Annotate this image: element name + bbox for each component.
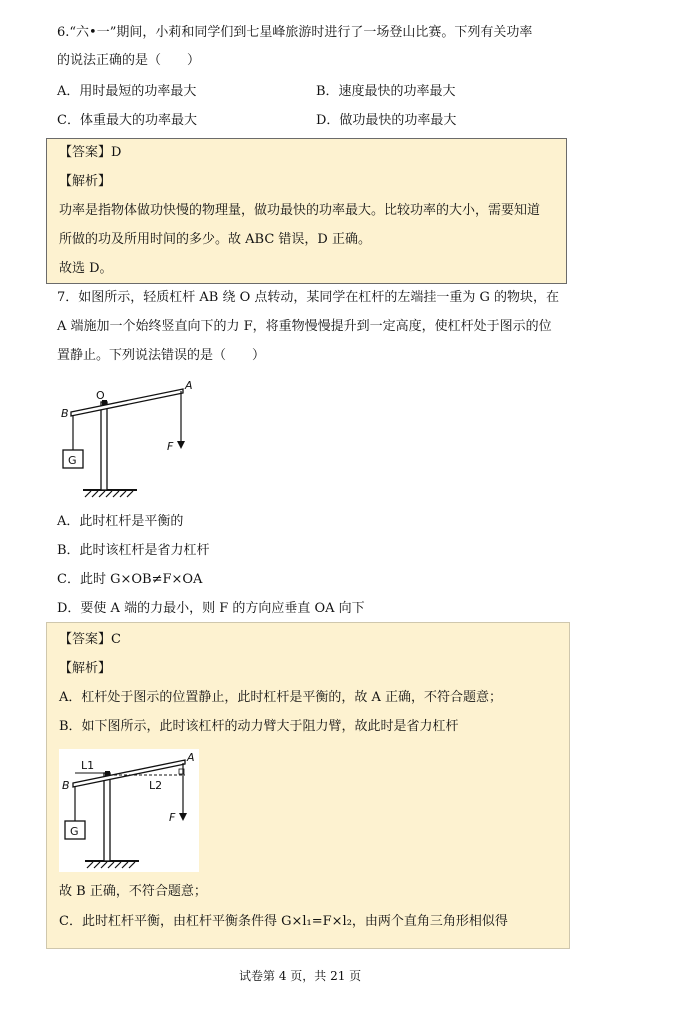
label-l2: L2 [149, 779, 163, 792]
label-g: G [68, 454, 77, 467]
q7-analysis-a: A．杠杆处于图示的位置静止，此时杠杆是平衡的，故 A 正确，不符合题意； [59, 690, 503, 705]
label-b: B [61, 407, 69, 420]
label-a-2: A [187, 751, 195, 764]
q7-option-b: B．此时该杠杆是省力杠杆 [57, 543, 210, 558]
q7-option-d: D．要使 A 端的力最小，则 F 的方向应垂直 OA 向下 [57, 601, 365, 616]
q6-option-d: D．做功最快的功率最大 [316, 113, 457, 128]
label-g-2: G [70, 825, 79, 838]
q6-answer: 【答案】D [59, 145, 122, 160]
page-footer: 试卷第 4 页，共 21 页 [239, 969, 362, 983]
q6-stem-line1: 6.“六•一”期间，小莉和同学们到七星峰旅游时进行了一场登山比赛。下列有关功率 [57, 25, 533, 40]
q6-analysis-line2: 所做的功及所用时间的多少。故 ABC 错误，D 正确。 [59, 232, 371, 247]
q7-analysis-b-end: 故 B 正确，不符合题意； [59, 884, 207, 899]
label-f-2: F [169, 811, 176, 824]
q6-analysis-line3: 故选 D。 [59, 261, 113, 276]
label-o: O [96, 389, 105, 402]
q6-answer-box [46, 138, 567, 284]
support-post-2 [104, 773, 110, 861]
q7-analysis-label: 【解析】 [59, 661, 112, 676]
label-b-2: B [62, 779, 70, 792]
q7-option-a: A．此时杠杆是平衡的 [57, 514, 184, 529]
q7-stem-line1: 7．如图所示，轻质杠杆 AB 绕 O 点转动，某同学在杠杆的左端挂一重为 G 的物块，在 [57, 290, 560, 305]
q6-option-b: B．速度最快的功率最大 [316, 84, 456, 99]
label-l1: L1 [81, 759, 95, 772]
q7-analysis-b: B．如下图所示，此时该杠杆的动力臂大于阻力臂，故此时是省力杠杆 [59, 719, 459, 734]
figure2-background [59, 749, 199, 872]
ground-hatch [85, 491, 133, 497]
q6-option-c: C．体重最大的功率最大 [57, 113, 197, 128]
lever-figure [55, 375, 205, 500]
label-f: F [167, 440, 174, 453]
force-arrowhead [177, 441, 185, 449]
q7-analysis-c: C．此时杠杆平衡，由杠杆平衡条件得 G×l₁=F×l₂，由两个直角三角形相似得 [59, 914, 508, 929]
q6-stem-line2: 的说法正确的是（ ） [57, 53, 201, 68]
lever-bar [71, 389, 183, 416]
q6-option-a: A．用时最短的功率最大 [57, 84, 197, 99]
q7-answer-box [46, 622, 570, 949]
q6-analysis-line1: 功率是指物体做功快慢的物理量，做功最快的功率最大。比较功率的大小，需要知道 [59, 203, 541, 218]
support-post [101, 402, 107, 490]
label-a: A [185, 379, 193, 392]
q7-stem-line2: A 端施加一个始终竖直向下的力 F，将重物慢慢提升到一定高度，使杠杆处于图示的位 [57, 319, 552, 334]
q7-option-c: C．此时 G×OB≠F×OA [57, 572, 203, 587]
q7-answer: 【答案】C [59, 632, 121, 647]
q6-analysis-label: 【解析】 [59, 174, 112, 189]
q7-stem-line3: 置静止。下列说法错误的是（ ） [57, 348, 266, 363]
lever-arm-figure [59, 749, 199, 872]
